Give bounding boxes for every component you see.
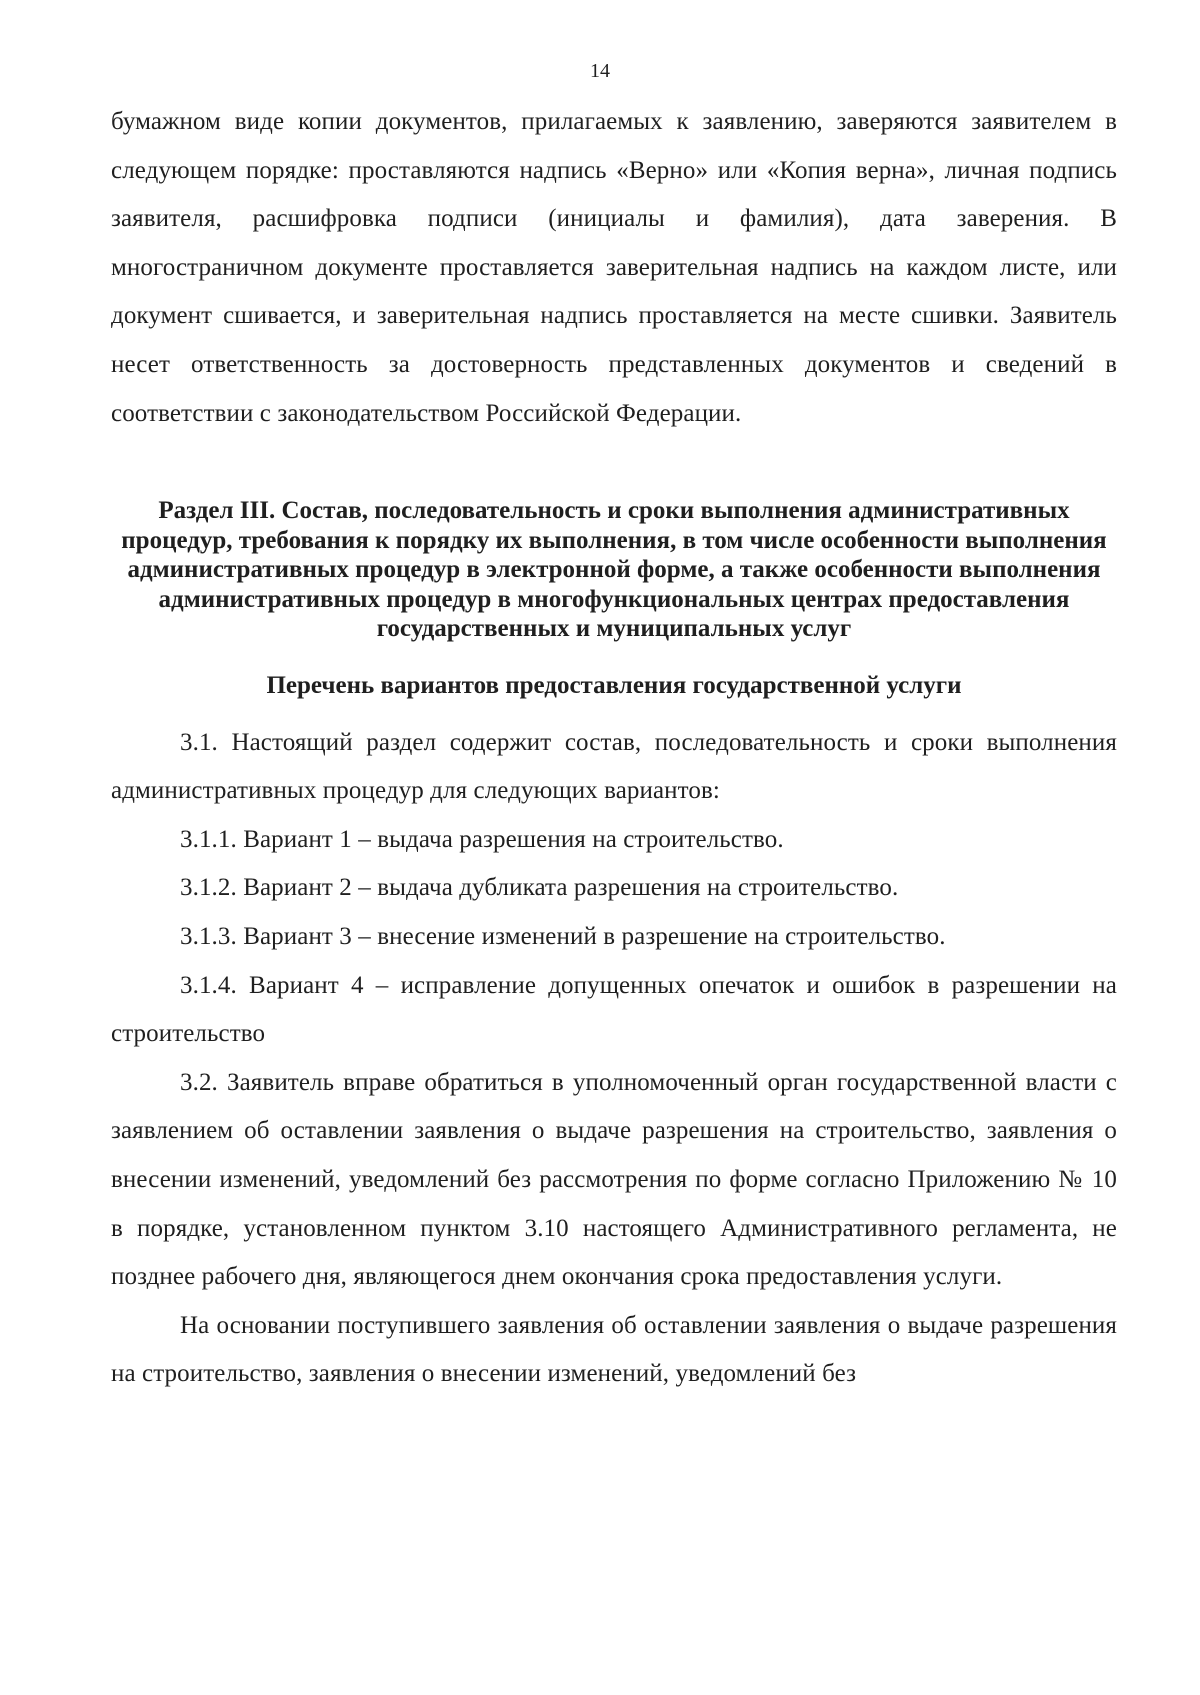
paragraph-3-1-1: 3.1.1. Вариант 1 – выдача разрешения на строительство. [180, 825, 784, 853]
paragraph-3-1-4: 3.1.4. Вариант 4 – исправление допущенных опечаток и ошибок в разрешении на строительство [111, 971, 1117, 1048]
subsection-title: Перечень вариантов предоставления государственной услуги [266, 671, 962, 699]
paragraph-3-1-3: 3.1.3. Вариант 3 – внесение изменений в разрешение на строительство. [180, 923, 946, 951]
paragraph-3-1-2: 3.1.2. Вариант 2 – выдача дубликата разрешения на строительство. [180, 874, 899, 902]
continuation-paragraph: бумажном виде копии документов, прилагаемых к заявлению, заверяются заявителем в следующем порядке: проставляются надпись «Верно» или «Копия верна», личная подпись заявителя, расшифровка подписи (инициалы и фамилия), дата заверения. В многостраничном документе проставляется заверительная надпись на каждом листе, или документ сшивается, и заверительная надпись проставляется на месте сшивки. Заявитель несет ответственность за достоверность представленных документов и сведений в соответствии с законодательством Российской Федерации. [111, 108, 1117, 427]
section-title: Раздел III. Состав, последовательность и сроки выполнения административных процедур, требования к порядку их выполнения, в том числе особенности выполнения административных процедур в электронной форме, а также особенности выполнения административных процедур в многофункциональных центрах предоставления государственных и муниципальных услуг [121, 497, 1107, 643]
paragraph-continuation-end: На основании поступившего заявления об оставлении заявления о выдаче разрешения на строительство, заявления о внесении изменений, уведомлений без [111, 1311, 1117, 1388]
paragraph-3-2: 3.2. Заявитель вправе обратиться в уполномоченный орган государственной власти с заявлением об оставлении заявления о выдаче разрешения на строительство, заявления о внесении изменений, уведомлений без рассмотрения по форме согласно Приложению № 10 в порядке, установленном пунктом 3.10 настоящего Административного регламента, не позднее рабочего дня, являющегося днем окончания срока предоставления услуги. [111, 1068, 1117, 1291]
page-number: 14 [590, 60, 610, 82]
page-content [111, 98, 1117, 1399]
paragraph-3-1: 3.1. Настоящий раздел содержит состав, последовательность и сроки выполнения административных процедур для следующих вариантов: [111, 728, 1117, 805]
